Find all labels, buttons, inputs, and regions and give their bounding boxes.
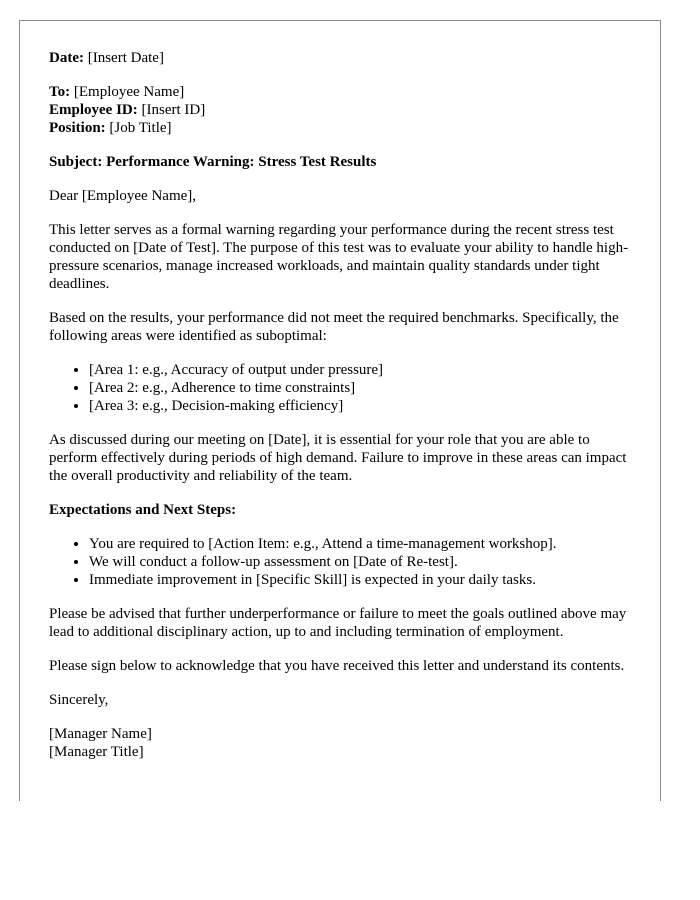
signature-block xyxy=(49,725,631,761)
employee-id-value: [Insert ID] xyxy=(141,102,206,118)
manager-name: [Manager Name] xyxy=(49,726,152,742)
date-line xyxy=(49,49,631,67)
manager-title: [Manager Title] xyxy=(49,744,144,760)
results-paragraph: Based on the results, your performance did not meet the required benchmarks. Specifically, the following areas were identified as suboptimal: xyxy=(49,310,619,344)
position-line xyxy=(49,119,631,137)
list-item: • We will conduct a follow-up assessment on [Date of Re-test]. xyxy=(89,553,631,571)
meeting-paragraph: As discussed during our meeting on [Date], it is essential for your role that you are able to perform effectively during periods of high demand. Failure to improve in these areas can impact the overall productivity and reliability of the team. xyxy=(49,432,627,484)
subject-line xyxy=(49,153,631,171)
list-item: • Immediate improvement in [Specific Skill] is expected in your daily tasks. xyxy=(89,571,631,589)
intro-paragraph: This letter serves as a formal warning regarding your performance during the recent stress test conducted on [Date of Test]. The purpose of this test was to evaluate your ability to handle high-pressure scenarios, manage increased workloads, and maintain quality standards under tight deadlines. xyxy=(49,222,629,292)
date-label: Date: xyxy=(49,50,84,66)
date-value: [Insert Date] xyxy=(87,50,164,66)
list-item: • [Area 1: e.g., Accuracy of output under pressure] xyxy=(89,361,631,379)
recipient-block xyxy=(49,83,631,137)
letter-document xyxy=(19,20,661,801)
to-value: [Employee Name] xyxy=(73,84,185,100)
expectations-heading xyxy=(49,501,631,519)
position-label: Position: xyxy=(49,120,106,136)
list-item: • You are required to [Action Item: e.g., Attend a time-management workshop]. xyxy=(89,535,631,553)
employee-id-line xyxy=(49,101,631,119)
subject-text: Subject: Performance Warning: Stress Test Results xyxy=(49,154,377,170)
acknowledge-paragraph: Please sign below to acknowledge that you have received this letter and understand its contents. xyxy=(49,658,625,674)
list-item: • [Area 3: e.g., Decision-making efficiency] xyxy=(89,397,631,415)
expectations-heading-text: Expectations and Next Steps: xyxy=(49,502,237,518)
warning-paragraph: Please be advised that further underperformance or failure to meet the goals outlined above may lead to additional disciplinary action, up to and including termination of employment. xyxy=(49,606,627,640)
position-value: [Job Title] xyxy=(109,120,172,136)
sign-off: Sincerely, xyxy=(49,692,109,708)
areas-list xyxy=(49,361,631,415)
to-label: To: xyxy=(49,84,71,100)
salutation: Dear [Employee Name], xyxy=(49,188,197,204)
list-item: • [Area 2: e.g., Adherence to time constraints] xyxy=(89,379,631,397)
to-line xyxy=(49,83,631,101)
employee-id-label: Employee ID: xyxy=(49,102,138,118)
next-steps-list xyxy=(49,535,631,589)
